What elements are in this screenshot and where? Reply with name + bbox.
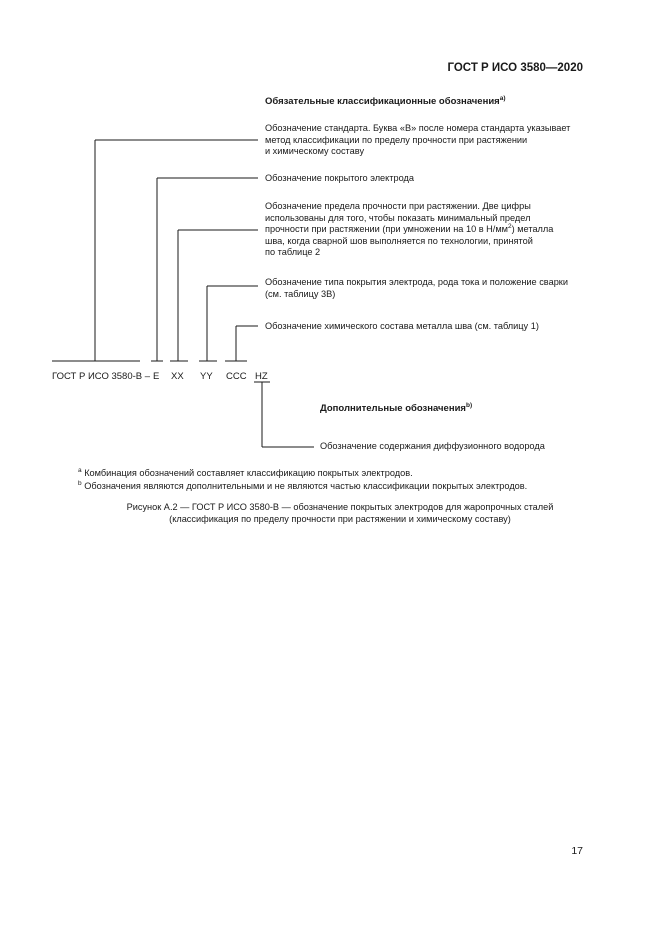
designation-prefix: ГОСТ Р ИСО 3580-B – [52, 371, 151, 382]
figure-caption: Рисунок A.2 — ГОСТ Р ИСО 3580-B — обозначение покрытых электродов для жаропрочных сталей (классификация по пределу прочности при растяжении и химическому составу) [126, 502, 554, 524]
footnote-b: $^b$ Обозначения являются дополнительными и не являются частью классификации покрытых электродов. [78, 479, 528, 491]
footnote-a: $^a$ Комбинация обозначений составляет классификацию покрытых электродов. [78, 466, 413, 478]
label-diffusible-hydrogen: Обозначение содержания диффузионного водорода [320, 441, 545, 451]
page-number: 17 [571, 845, 583, 857]
code-hz: HZ [255, 371, 268, 382]
label-covering-type: Обозначение типа покрытия электрода, рода тока и положение сварки (см. таблицу 3B) [265, 277, 568, 299]
label-tensile-strength: Обозначение предела прочности при растяжении. Две цифры использованы для того, чтобы показать минимальный предел прочности при растяжении (при умножении на 10 в $Н/мм^2$) металла шва, когда сварной шов выполняется по технологии, принятой по таблице 2 [265, 201, 554, 257]
label-chemical-composition: Обозначение химического состава металла шва (см. таблицу 1) [265, 321, 539, 331]
label-standard-designation: Обозначение стандарта. Буква «B» после номера стандарта указывает метод классификации по пределу прочности при растяжении и химическому составу [265, 123, 571, 156]
code-yy: YY [200, 371, 213, 382]
code-e: E [153, 371, 160, 382]
optional-designations-title: Дополнительные обозначения$^{b)}$ [320, 401, 473, 414]
document-header: ГОСТ Р ИСО 3580—2020 [447, 62, 583, 74]
mandatory-designations-title: Обязательные классификационные обозначения$^{a)}$ [265, 94, 506, 107]
label-covered-electrode: Обозначение покрытого электрода [265, 173, 414, 183]
code-xx: XX [171, 371, 184, 382]
code-ccc: CCC [226, 371, 247, 382]
